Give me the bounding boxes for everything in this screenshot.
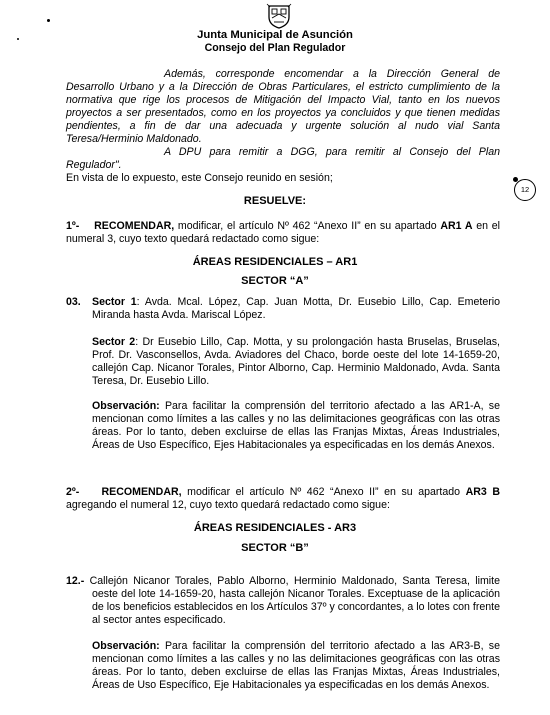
article-2-text-a: modificar el artículo Nº 462 “Anexo II” en su apartado [181,486,466,498]
observation-1-label: Observación: [92,400,160,412]
sector-2-text: : Dr Eusebio Lillo, Cap. Motta, y su prolongación hasta Bruselas, Bruselas, Prof. Dr. Vasconsellos, Avda. Aviadores del Chaco, borde oeste del lote 14-1659-20, callejón Cap. Nicanor Torales, Pintor Alborno, Cap. Herminio Maldonado, Avda. Santa Teresa, Dr. Eusebio Lillo. [92,336,500,387]
article-1-verb: RECOMENDAR, [94,220,175,232]
article-2-item-text: Callejón Nicanor Torales, Pablo Alborno, Herminio Maldonado, Santa Teresa, limite oeste del lote 14-1659-20, hasta callejón Nicanor Torales. Exceptuase de la aplicación de los beneficios establecidos en los Artículos 37º y concordantes, a lo lotes con frente al sector antes especificado. [84,575,500,626]
page-number-badge: 12 [514,179,536,201]
article-1 [66,220,500,246]
article-2-item [66,575,500,627]
intro-paragraph-2: A DPU para remitir a DGG, para remitir al Consejo del Plan Regulador". [66,146,500,171]
page-title: Junta Municipal de Asunción [197,29,353,41]
article-2-text-b: agregando el numeral 12, cuyo texto quedará redactado como sigue: [66,499,390,511]
resuelve-heading: RESUELVE: [243,195,307,207]
article-2-number: 2º- [66,486,80,498]
article-1-text-b: en el numeral 3, cuyo texto quedará redactado como sigue: [66,220,500,245]
sector-2-label: Sector 2 [92,336,136,348]
article-2-area-heading: ÁREAS RESIDENCIALES - AR3 [193,522,357,534]
article-1-sector-2 [92,336,500,388]
page-subtitle: Consejo del Plan Regulador [204,42,346,54]
article-1-observation [92,400,500,452]
article-1-ref: AR1 A [440,220,473,232]
observation-2-text: Para facilitar la comprensión del territorio afectado a las AR3-B, se mencionan como límites a las calles y no las delimitaciones geográficas con las otras áreas. Por lo tanto, deben excluirse de ellas las Franjas Mixtas, Áreas Industriales, Áreas de Uso Específico, Eje Habitacionales ya especificadas en los demás Anexos. [92,640,500,691]
article-1-sector-1 [92,296,500,322]
article-1-text-a: modificar, el artículo Nº 462 “Anexo II” en su apartado [174,220,441,232]
article-2-ref: AR3 B [465,486,500,498]
article-2-item-number: 12.- [66,575,85,587]
intro-plain-sentence: En vista de lo expuesto, este Consejo reunido en sesión; [66,172,333,184]
article-1-number: 1º- [66,220,80,232]
observation-2-label: Observación: [92,640,160,652]
observation-1-text: Para facilitar la comprensión del territorio afectado a las AR1-A, se mencionan como límites a las calles y no las delimitaciones geográficas con las otras áreas. Por lo tanto, deben excluirse de ellas las Franjas Mixtas, Áreas Industriales, Áreas de Uso Específico, Ejes Habitacionales ya especificadas en los demás Anexos. [92,400,500,451]
article-2-sector-heading: SECTOR “B” [241,542,309,554]
article-1-sector-heading: SECTOR “A” [241,275,309,287]
article-2 [66,486,500,512]
intro-paragraph-1: Además, corresponde encomendar a la Dirección General de Desarrollo Urbano y a la Dirección de Obras Particulares, el estricto cumplimiento de la normativa que rige los procesos de Mitigación del Impacto Vial, tanto en los nuevos proyectos a ser presentados, como en los proyectos ya concluidos y que tienen medidas pendientes, a fin de dar una adecuada y urgente solución al nudo vial Santa Teresa/Herminio Maldonado. [66,68,500,145]
sector-1-text: : Avda. Mcal. López, Cap. Juan Motta, Dr. Eusebio Lillo, Cap. Emeterio Miranda hasta Avda. Mariscal López. [92,296,500,321]
article-2-verb: RECOMENDAR, [101,486,182,498]
article-1-area-heading: ÁREAS RESIDENCIALES – AR1 [192,256,358,268]
article-1-item-number: 03. [66,296,81,308]
sector-1-label: Sector 1 [92,296,137,308]
article-2-observation [92,640,500,692]
municipal-seal-icon [266,3,292,29]
scan-speck [47,19,50,22]
